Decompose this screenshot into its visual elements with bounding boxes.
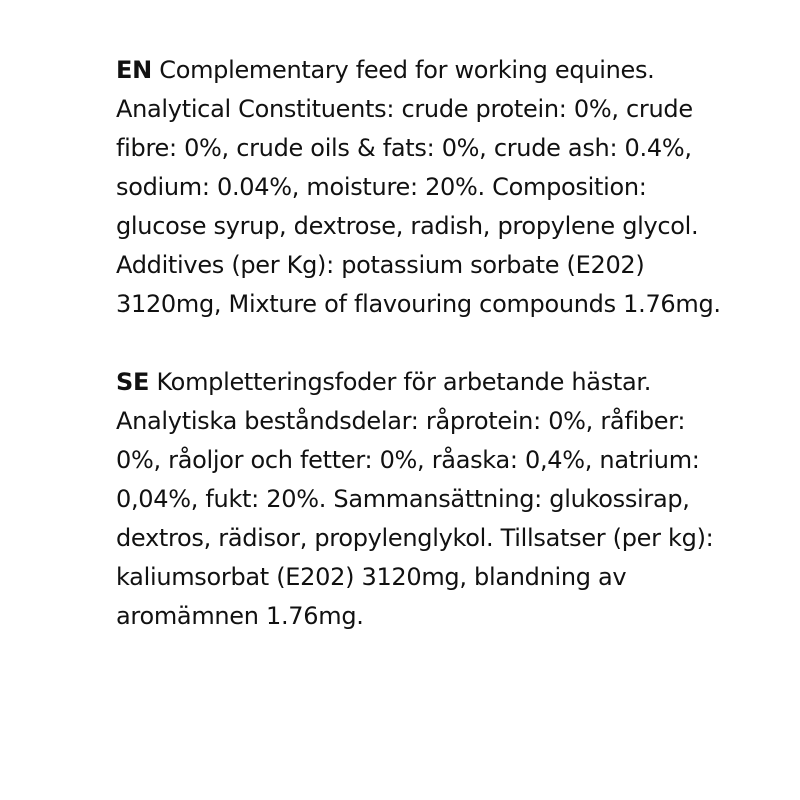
swedish-description: Kompletteringsfoder för arbetande hästar. Analytiska beståndsdelar: råprotein: 0%, råfiber: 0%, råoljor och fetter: 0%, råaska: 0,4%, natrium: 0,04%, fukt: 20%. Sammansättning: glukossirap, dextros, rädisor, propylenglykol. Tillsatser (per kg): kaliumsorbat (E202) 3120mg, blandning av aromämnen 1.76mg. bbox=[116, 368, 714, 630]
swedish-language-code: SE bbox=[116, 368, 150, 396]
english-section bbox=[116, 51, 726, 324]
english-description: Complementary feed for working equines. Analytical Constituents: crude protein: 0%, crude fibre: 0%, crude oils & fats: 0%, crude ash: 0.4%, sodium: 0.04%, moisture: 20%. Composition: glucose syrup, dextrose, radish, propylene glycol. Additives (per Kg): potassium sorbate (E202) 3120mg, Mixture of flavouring compounds 1.76mg. bbox=[116, 56, 721, 318]
english-language-code: EN bbox=[116, 56, 152, 84]
swedish-section bbox=[116, 363, 726, 636]
label-text-block bbox=[116, 51, 726, 636]
